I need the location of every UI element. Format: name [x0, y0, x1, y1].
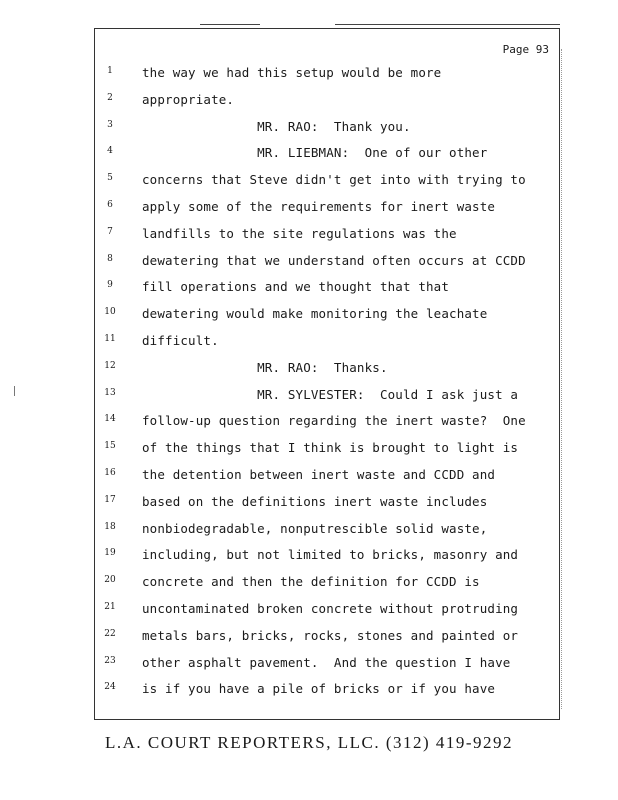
line-number: 20 — [104, 575, 116, 586]
line-text: dewatering that we understand often occurs at CCDD — [142, 252, 526, 268]
transcript-line — [95, 226, 561, 252]
transcript-line — [95, 467, 561, 493]
line-number: 19 — [104, 548, 116, 559]
transcript-line — [95, 333, 561, 359]
line-number: 18 — [104, 521, 116, 532]
line-text: fill operations and we thought that that — [142, 279, 450, 295]
line-text: uncontaminated broken concrete without protruding — [142, 601, 519, 616]
transcript-line — [95, 521, 561, 547]
transcript-line — [95, 387, 561, 413]
transcript-line — [95, 306, 561, 332]
line-text: MR. LIEBMAN: One of our other — [142, 145, 488, 161]
line-number: 11 — [104, 334, 116, 344]
line-number: 6 — [107, 200, 113, 210]
line-number: 4 — [107, 146, 113, 157]
transcript-line — [95, 681, 561, 707]
transcript-line — [95, 145, 561, 171]
line-number: 22 — [104, 628, 116, 639]
transcript-line — [95, 172, 561, 198]
transcript-page — [94, 28, 560, 720]
transcript-line — [95, 65, 561, 91]
line-number: 2 — [107, 92, 113, 103]
top-rule-right — [335, 24, 560, 25]
line-text: MR. RAO: Thank you. — [142, 118, 411, 134]
line-number: 21 — [104, 602, 116, 612]
line-number: 17 — [104, 494, 116, 505]
transcript-line — [95, 494, 561, 520]
line-text: follow-up question regarding the inert waste? One — [142, 413, 526, 429]
line-number: 13 — [104, 387, 116, 398]
line-number: 9 — [107, 280, 113, 291]
transcript-line — [95, 92, 561, 118]
transcript-line — [95, 253, 561, 279]
line-number: 15 — [104, 441, 116, 452]
transcript-line — [95, 601, 561, 627]
transcript-line — [95, 574, 561, 600]
line-text: MR. RAO: Thanks. — [142, 359, 388, 375]
line-text: based on the definitions inert waste includes — [142, 493, 488, 509]
transcript-line — [95, 119, 561, 145]
line-number: 1 — [107, 66, 113, 76]
line-text: of the things that I think is brought to light is — [142, 440, 519, 456]
line-text: the detention between inert waste and CCDD and — [142, 467, 496, 482]
line-text: including, but not limited to bricks, masonry and — [142, 547, 519, 563]
margin-mark — [14, 386, 15, 396]
line-text: is if you have a pile of bricks or if you have — [142, 681, 496, 697]
page-number: Page 93 — [502, 43, 549, 56]
line-number: 8 — [107, 253, 113, 264]
line-text: landfills to the site regulations was the — [142, 225, 457, 241]
line-number: 24 — [104, 682, 116, 693]
transcript-line — [95, 199, 561, 225]
line-text: other asphalt pavement. And the question I have — [142, 654, 511, 670]
line-number: 14 — [104, 414, 116, 425]
line-number: 3 — [107, 119, 113, 130]
line-text: difficult. — [142, 333, 219, 348]
line-text: appropriate. — [142, 91, 235, 107]
transcript-line — [95, 655, 561, 681]
line-number: 7 — [107, 226, 113, 237]
transcript-line — [95, 440, 561, 466]
line-text: nonbiodegradable, nonputrescible solid waste, — [142, 520, 488, 536]
transcript-line — [95, 413, 561, 439]
transcript-line — [95, 360, 561, 386]
line-text: dewatering would make monitoring the leachate — [142, 306, 488, 322]
line-number: 12 — [104, 360, 116, 371]
transcript-line — [95, 628, 561, 654]
line-text: concrete and then the definition for CCDD is — [142, 574, 480, 590]
line-number: 23 — [104, 655, 116, 666]
line-text: metals bars, bricks, rocks, stones and painted or — [142, 627, 519, 643]
line-text: the way we had this setup would be more — [142, 65, 442, 80]
transcript-line — [95, 279, 561, 305]
scan-edge — [561, 49, 565, 709]
line-text: MR. SYLVESTER: Could I ask just a — [142, 386, 519, 402]
line-number: 5 — [107, 173, 113, 184]
line-text: concerns that Steve didn't get into with trying to — [142, 172, 526, 188]
transcript-line — [95, 547, 561, 573]
line-number: 10 — [104, 307, 116, 318]
top-rule-left — [200, 24, 260, 25]
line-text: apply some of the requirements for inert waste — [142, 199, 496, 214]
line-number: 16 — [104, 468, 116, 478]
court-reporter-footer: L.A. COURT REPORTERS, LLC. (312) 419-9292 — [104, 733, 514, 752]
